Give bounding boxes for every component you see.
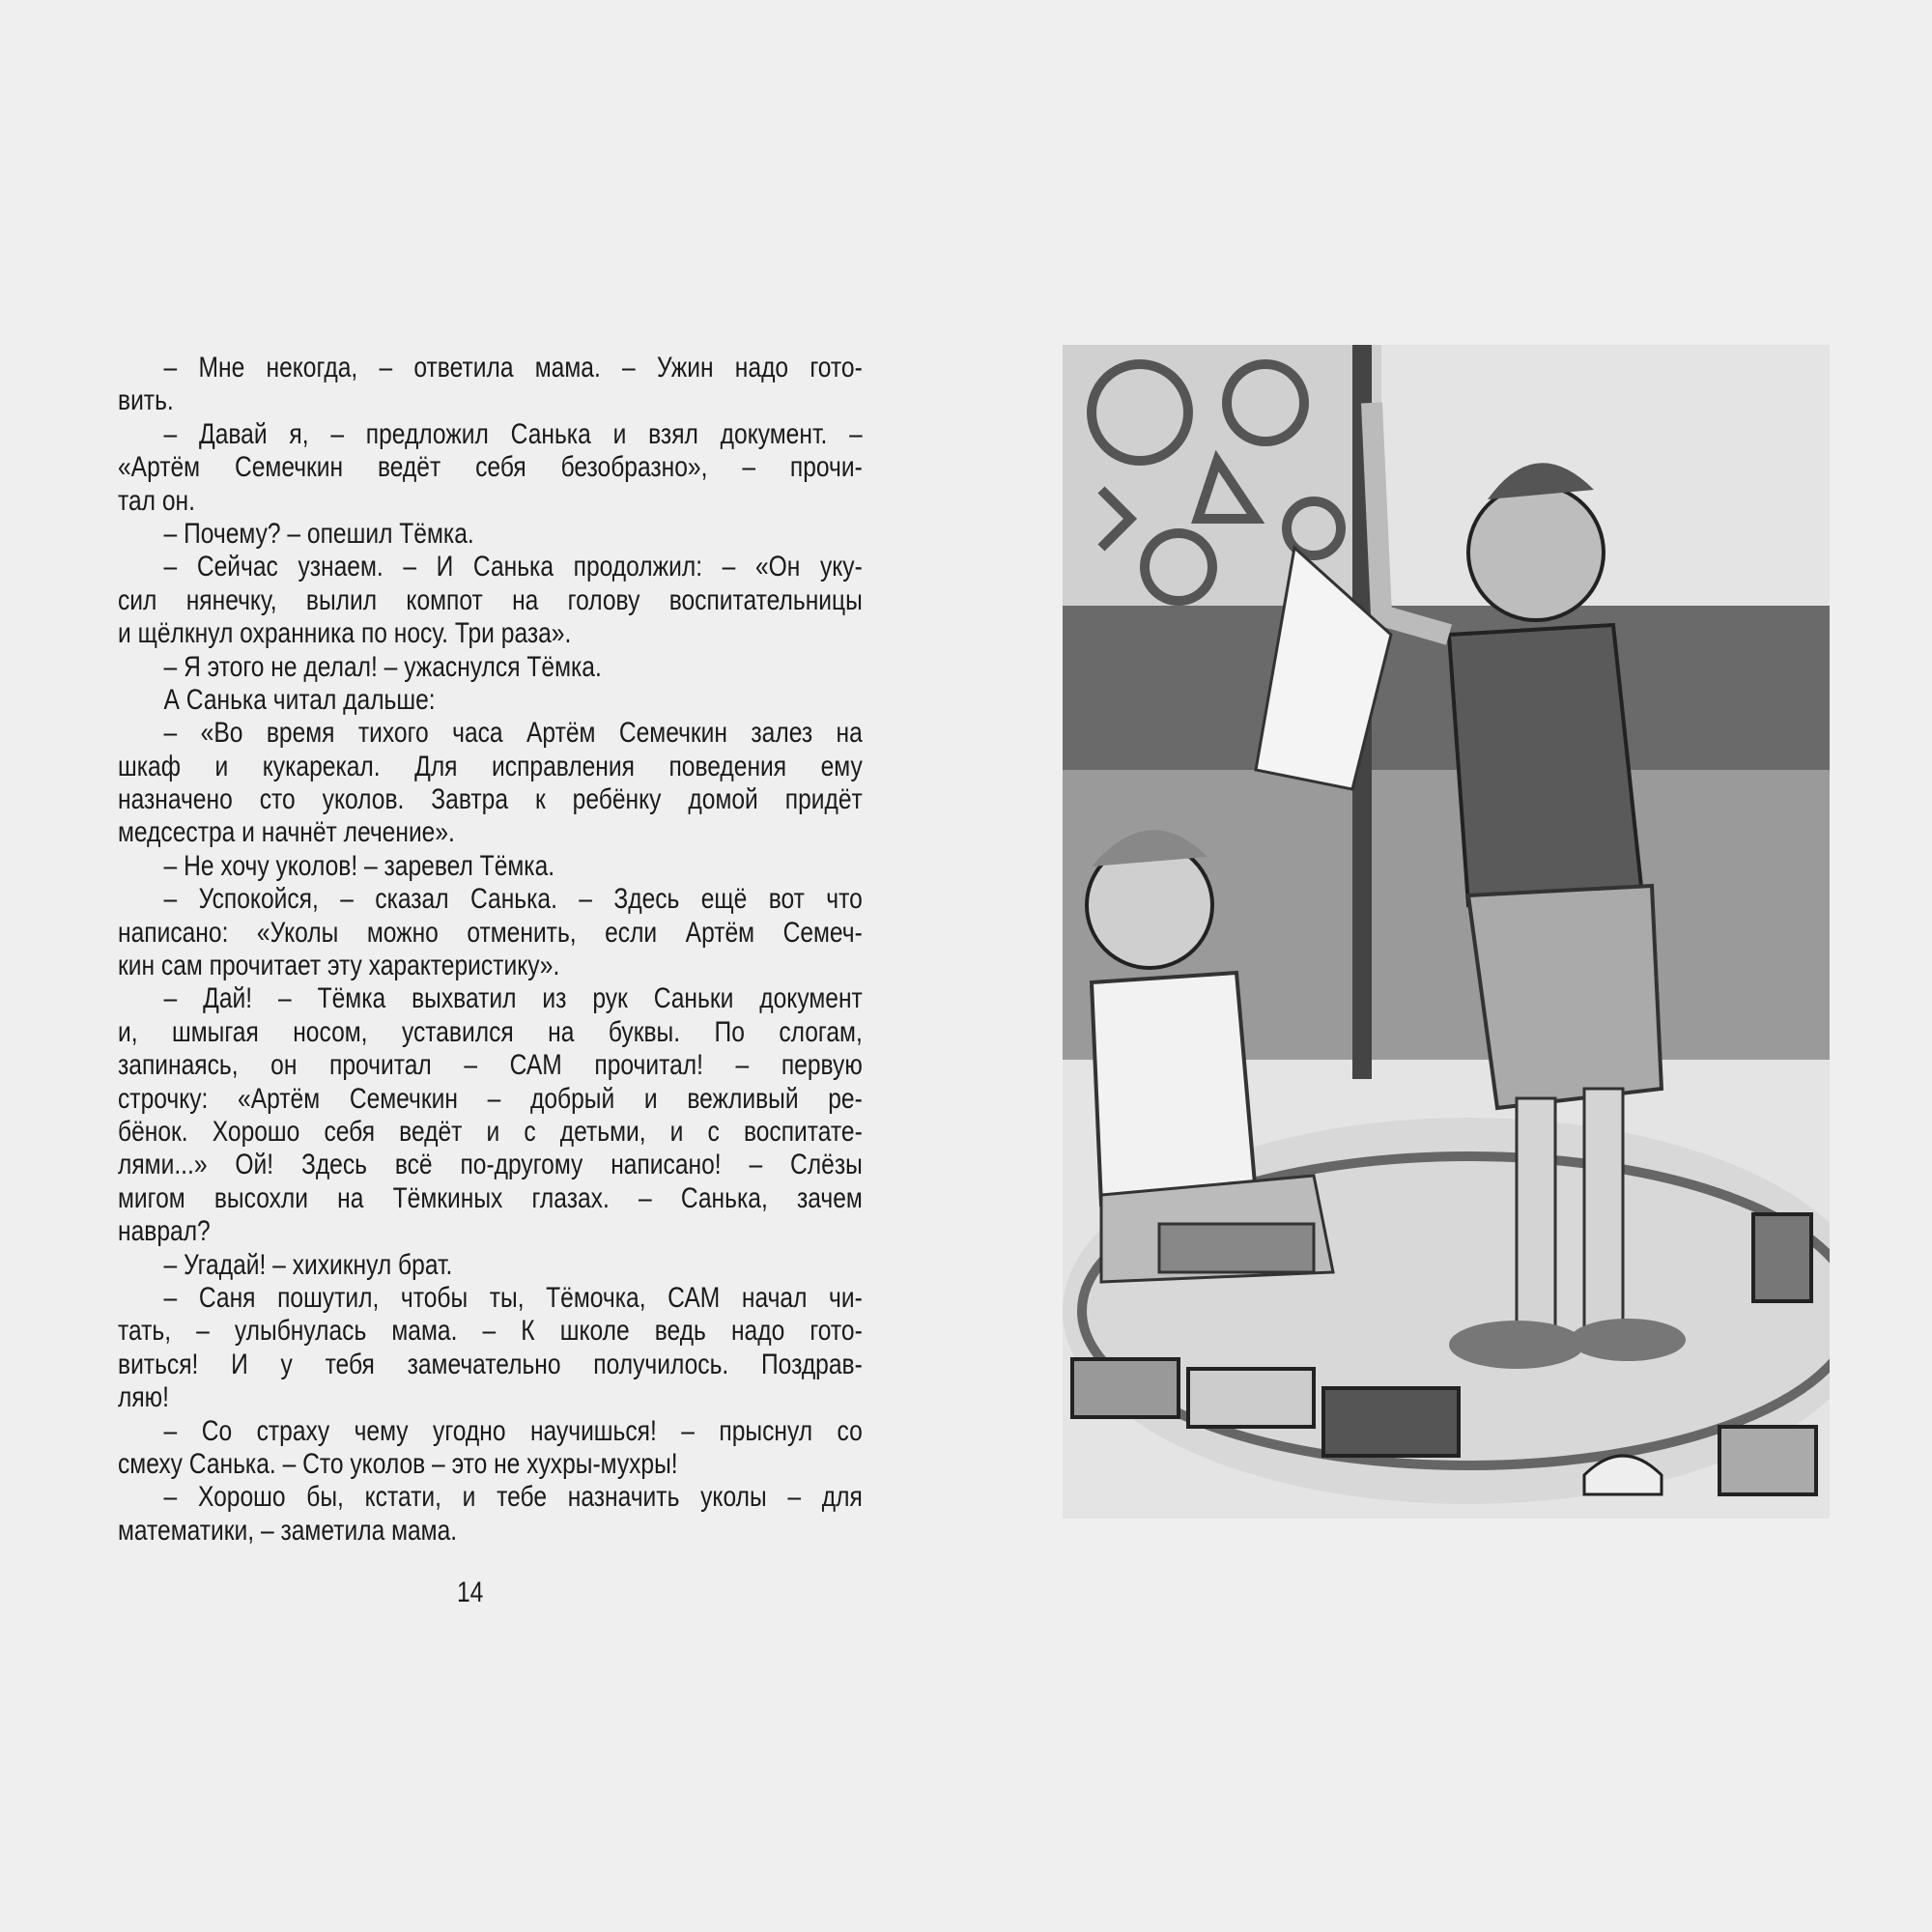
text-line: – Не хочу уколов! – заревел Тёмка. [163,849,555,882]
text-line: – Саня пошутил, чтобы ты, Тёмочка, САМ начал чи- [163,1281,863,1314]
text-line: тать, – улыбнулась мама. – К школе ведь надо гото- [118,1315,863,1348]
text-line: – Почему? – опешил Тёмка. [163,517,474,550]
text-line: написано: «Уколы можно отменить, если Артём Семеч- [118,916,863,949]
text-line: ляю! [118,1381,169,1414]
text-line: строчку: «Артём Семечкин – добрый и вежливый ре- [118,1082,863,1115]
toy-trolleybus [1719,1427,1816,1494]
illustration-boys-reading [1063,345,1830,1519]
text-line: – Давай я, – предложил Санька и взял документ. – [163,417,863,450]
text-line: – Хорошо бы, кстати, и тебе назначить уколы – для [163,1481,863,1514]
text-line: – Дай! – Тёмка выхватил из рук Саньки документ [163,982,863,1015]
page-number: 14 [457,1577,484,1608]
text-line: – Угадай! – хихикнул брат. [163,1248,453,1281]
text-line: – «Во время тихого часа Артём Семечкин залез на [163,717,863,750]
text-line: бёнок. Хорошо себя ведёт и с детьми, и с воспитате- [118,1115,863,1148]
text-line: и, шмыгая носом, уставился на буквы. По слогам, [118,1015,863,1048]
text-line: наврал? [118,1215,211,1248]
text-line: сил нянечку, вылил компот на голову воспитательницы [118,583,863,616]
text-line: – Успокойся, – сказал Санька. – Здесь ещё вот что [163,883,863,916]
text-line: кин сам прочитает эту характеристику». [118,950,560,982]
text-line: – Я этого не делал! – ужаснулся Тёмка. [163,650,602,683]
text-line: – Мне некогда, – ответила мама. – Ужин надо гото- [163,352,863,384]
text-line: медсестра и начнёт лечение». [118,816,455,849]
text-line: лями...» Ой! Здесь всё по-другому написано! – Слёзы [118,1149,863,1181]
text-line: тал он. [118,484,195,517]
text-line: мигом высохли на Тёмкиных глазах. – Санька, зачем [118,1181,863,1214]
text-line: шкаф и кукарекал. Для исправления поведения ему [118,750,863,782]
story-text [118,352,863,1548]
text-line: – Сейчас узнаем. – И Санька продолжил: – «Он уку- [163,551,863,583]
text-line: запинаясь, он прочитал – САМ прочитал! – первую [118,1049,863,1082]
text-line: А Санька читал дальше: [163,683,436,716]
text-line: «Артём Семечкин ведёт себя безобразно», – прочи- [118,451,863,484]
text-line: назначено сто уколов. Завтра к ребёнку домой придёт [118,783,863,816]
text-line: математики, – заметила мама. [118,1514,458,1547]
text-line: виться! И у тебя замечательно получилось. Поздрав- [118,1348,863,1380]
text-line: – Со страху чему угодно научишься! – прыснул со [163,1414,863,1447]
text-line: смеху Санька. – Сто уколов – это не хухры-мухры! [118,1447,678,1480]
text-line: и щёлкнул охранника по носу. Три раза». [118,617,572,650]
text-line: вить. [118,384,174,417]
